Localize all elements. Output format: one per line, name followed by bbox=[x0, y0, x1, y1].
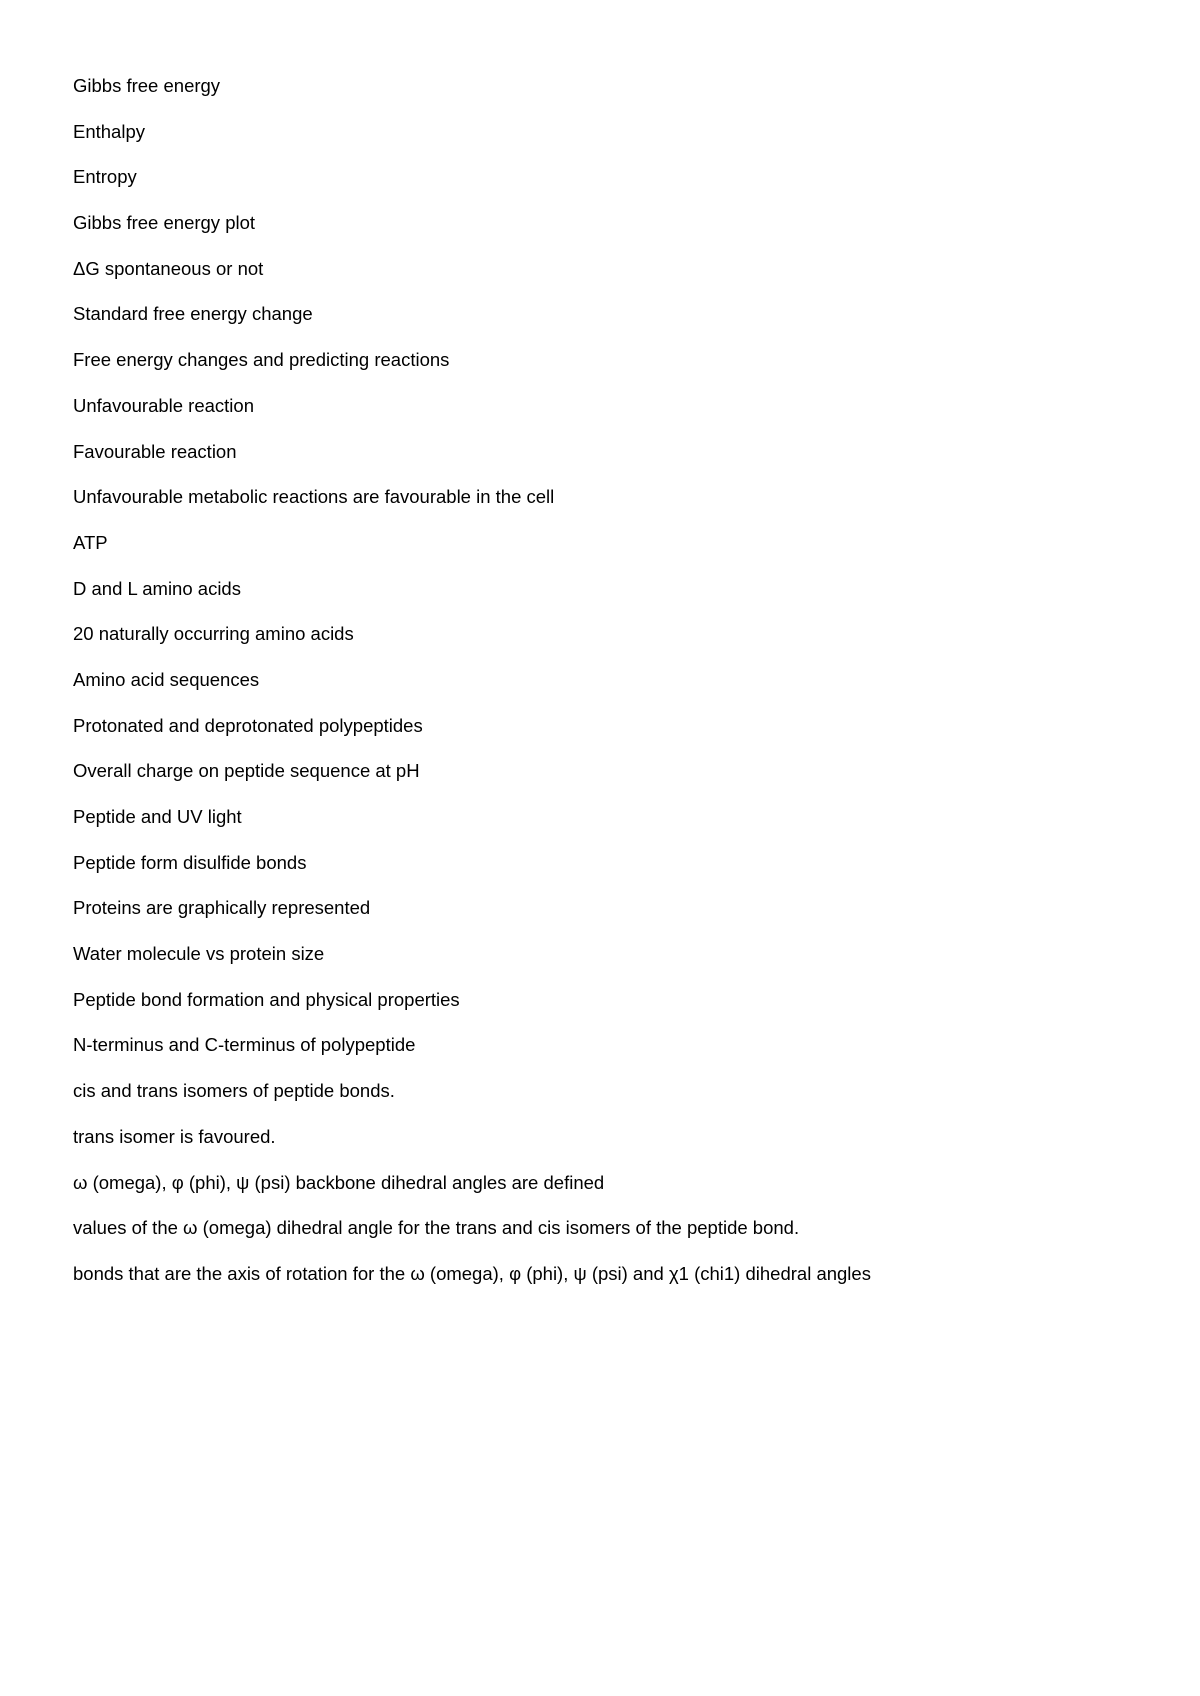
topic-line: Proteins are graphically represented bbox=[73, 897, 371, 919]
topic-line: Standard free energy change bbox=[73, 303, 313, 325]
topic-line: Peptide form disulfide bonds bbox=[73, 851, 307, 873]
topic-line: Protonated and deprotonated polypeptides bbox=[73, 714, 423, 736]
topic-line: Water molecule vs protein size bbox=[73, 943, 325, 965]
topic-line: values of the ω (omega) dihedral angle for the trans and cis isomers of the peptide bond. bbox=[73, 1217, 800, 1239]
topic-line: ATP bbox=[73, 531, 108, 553]
topic-line: Gibbs free energy plot bbox=[73, 212, 256, 234]
topic-line: D and L amino acids bbox=[73, 577, 241, 599]
topic-line: cis and trans isomers of peptide bonds. bbox=[73, 1080, 395, 1102]
topic-line: Unfavourable metabolic reactions are favourable in the cell bbox=[73, 486, 555, 508]
topic-line: Free energy changes and predicting reactions bbox=[73, 349, 450, 371]
topic-line: ΔG spontaneous or not bbox=[73, 257, 264, 279]
topic-line: Peptide bond formation and physical properties bbox=[73, 988, 460, 1010]
topic-line: Overall charge on peptide sequence at pH bbox=[73, 760, 420, 782]
topic-line: Peptide and UV light bbox=[73, 806, 242, 827]
topic-line: Entropy bbox=[73, 166, 137, 188]
topic-line: Amino acid sequences bbox=[73, 668, 260, 690]
topic-line: Unfavourable reaction bbox=[73, 394, 254, 416]
topic-line: ω (omega), φ (phi), ψ (psi) backbone dihedral angles are defined bbox=[73, 1171, 605, 1193]
topic-line: Enthalpy bbox=[73, 120, 145, 142]
topic-line: N-terminus and C-terminus of polypeptide bbox=[73, 1034, 416, 1056]
topic-list bbox=[73, 76, 871, 1310]
topic-line: 20 naturally occurring amino acids bbox=[73, 623, 354, 645]
topic-line: Gibbs free energy bbox=[73, 75, 221, 96]
topic-line: Favourable reaction bbox=[73, 440, 237, 462]
topic-line: trans isomer is favoured. bbox=[73, 1125, 276, 1147]
topic-line: bonds that are the axis of rotation for the ω (omega), φ (phi), ψ (psi) and χ1 (chi1) dihedral angles bbox=[73, 1262, 871, 1284]
